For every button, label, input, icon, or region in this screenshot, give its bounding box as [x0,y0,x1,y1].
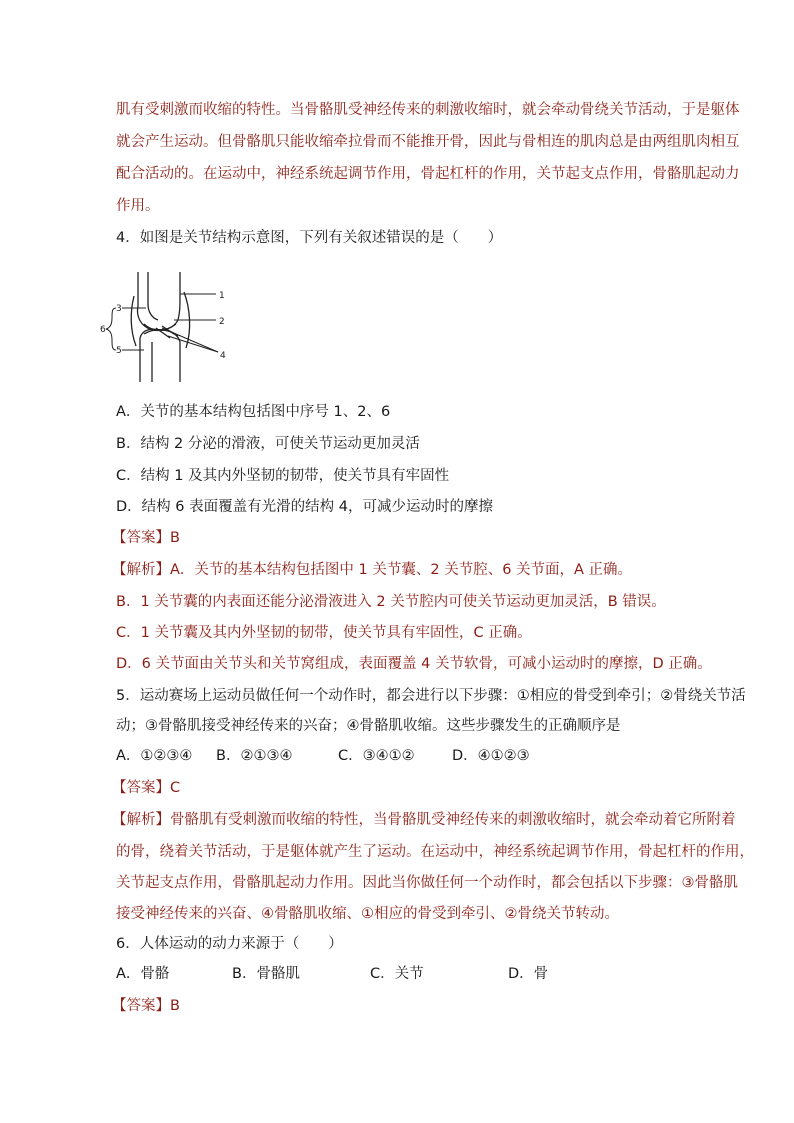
analysis-tag: 【解析】 [112,562,170,578]
q5-stem-line-1: 5．运动赛场上运动员做任何一个动作时，都会进行以下步骤：①相应的骨受到牵引；②骨绕关节活 [116,688,746,704]
intro-line-3: 配合活动的。在运动中，神经系统起调节作用，骨起杠杆的作用，关节起支点作用，骨骼肌起动力 [116,166,740,182]
q6-option-c: C．关节 [370,966,424,982]
q5-analysis-line-2: 的骨，绕着关节活动，于是躯体就产生了运动。在运动中，神经系统起调节作用，骨起杠杆的作用， [116,844,754,860]
q5-analysis-line-4: 接受神经传来的兴奋、④骨骼肌收缩、①相应的骨受到牵引、②骨绕关节转动。 [116,906,619,922]
q5-analysis-line-3: 关节起支点作用，骨骼肌起动力作用。因此当你做任何一个动作时，都会包括以下步骤：③骨骼肌 [116,875,738,891]
diagram-label-3: 3 [116,304,122,314]
answer-value: B [170,530,180,546]
answer-value: C [170,780,181,796]
analysis-text: 骨骼肌有受刺激而收缩的特性，当骨骼肌受神经传来的刺激收缩时，就会牵动着它所附着 [170,812,736,828]
q4-stem: 4．如图是关节结构示意图，下列有关叙述错误的是（ ） [116,230,503,246]
analysis-text: A．关节的基本结构包括图中 1 关节囊、2 关节腔、6 关节面，A 正确。 [170,562,633,578]
answer-tag: 【答案】 [112,998,170,1014]
q5-options [116,746,716,766]
q4-analysis-line-3: C．1 关节囊及其内外坚韧的韧带，使关节具有牢固性，C 正确。 [116,625,532,641]
q4-option-d: D．结构 6 表面覆盖有光滑的结构 4，可减少运动时的摩擦 [116,499,493,515]
q4-answer [112,528,180,548]
answer-tag: 【答案】 [112,530,170,546]
diagram-label-6: 6 [100,325,106,335]
q4-option-c: C．结构 1 及其内外坚韧的韧带，使关节具有牢固性 [116,468,450,484]
diagram-label-2: 2 [219,317,225,327]
answer-value: B [170,998,180,1014]
answer-tag: 【答案】 [112,780,170,796]
diagram-label-4: 4 [220,351,226,361]
q6-option-a: A．骨骼 [116,966,170,982]
q6-answer [112,996,180,1016]
joint-structure-diagram [100,268,240,386]
intro-line-2: 就会产生运动。但骨骼肌只能收缩牵拉骨而不能推开骨，因此与骨相连的肌肉总是由两组肌肉相互 [116,134,740,150]
q4-analysis-line-2: B．1 关节囊的内表面还能分泌滑液进入 2 关节腔内可使关节运动更加灵活，B 错误。 [116,594,666,610]
q5-stem-line-2: 动；③骨骼肌接受神经传来的兴奋；④骨骼肌收缩。这些步骤发生的正确顺序是 [116,718,621,734]
intro-line-1: 肌有受刺激而收缩的特性。当骨骼肌受神经传来的刺激收缩时，就会牵动骨绕关节活动，于是躯体 [116,102,740,118]
q4-option-b: B．结构 2 分泌的滑液，可使关节运动更加灵活 [116,436,420,452]
q6-option-d: D．骨 [508,966,549,982]
q4-analysis-line-1 [112,560,632,580]
q4-analysis-line-4: D．6 关节面由关节头和关节窝组成，表面覆盖 4 关节软骨，可减小运动时的摩擦，D 正确。 [116,656,712,672]
analysis-tag: 【解析】 [112,812,170,828]
q5-option-c: C．③④①② [338,748,415,764]
q6-options [116,964,716,984]
intro-line-4: 作用。 [116,198,160,214]
diagram-label-1: 1 [219,291,225,301]
diagram-label-5: 5 [116,346,122,356]
q6-option-b: B．骨骼肌 [232,966,300,982]
q5-analysis-line-1 [112,810,736,830]
q6-stem: 6．人体运动的动力来源于（ ） [116,936,343,952]
q4-option-a: A．关节的基本结构包括图中序号 1、2、6 [116,404,391,420]
q5-answer [112,778,180,798]
q5-option-d: D．④①②③ [452,748,530,764]
q5-option-b: B．②①③④ [216,748,293,764]
q5-option-a: A．①②③④ [116,748,193,764]
